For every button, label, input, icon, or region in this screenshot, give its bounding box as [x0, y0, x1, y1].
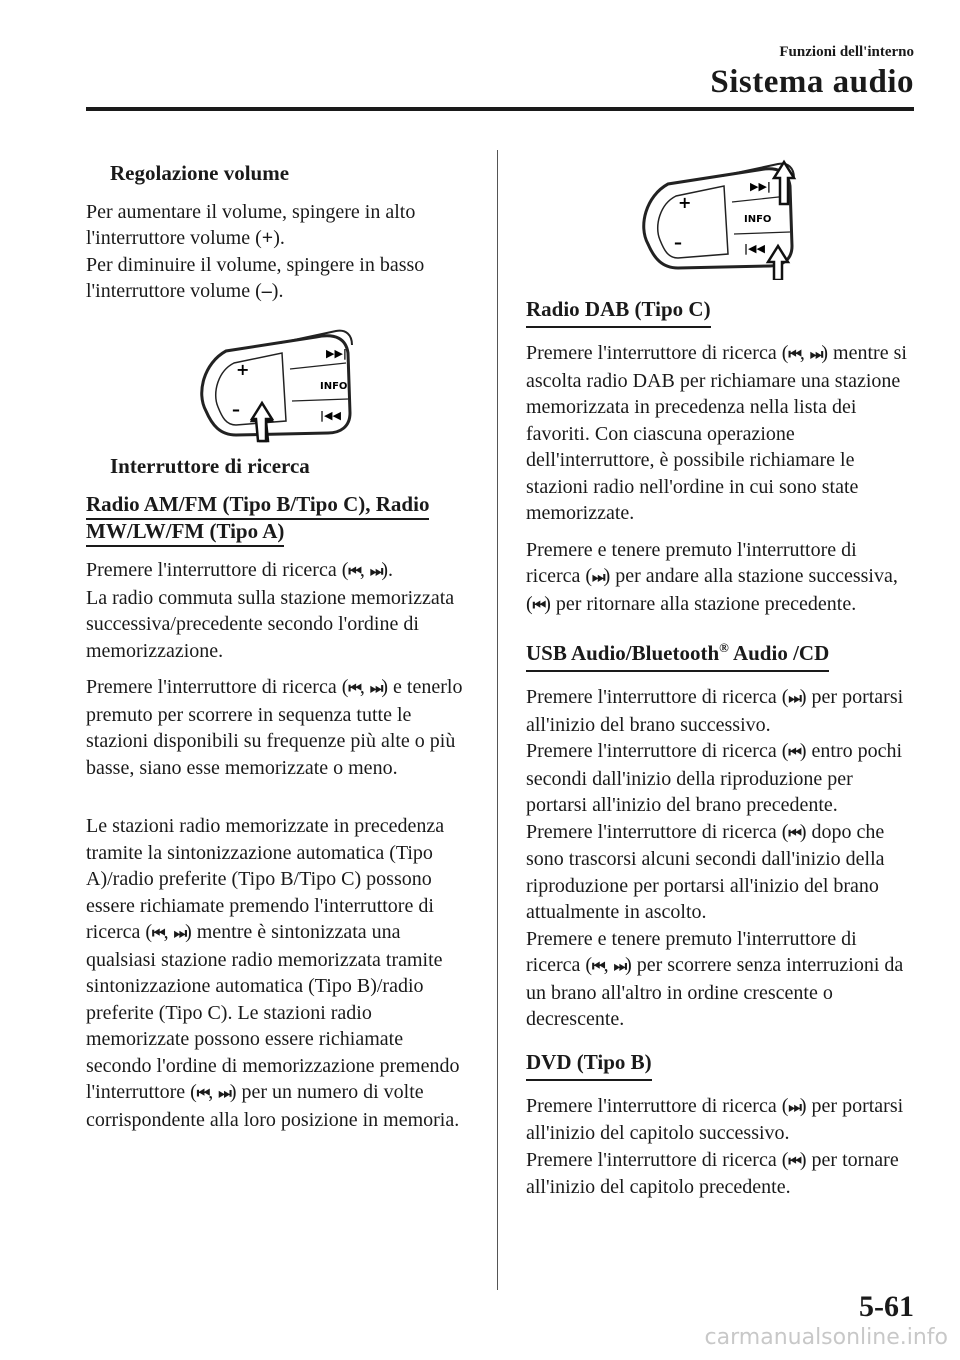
minus-icon: –	[261, 280, 272, 302]
prev-icon: ⏮	[348, 679, 360, 697]
plus-icon: +	[261, 227, 274, 249]
prev-icon: ⏮	[592, 957, 604, 975]
next-icon: ⏭	[218, 1084, 230, 1102]
radio-paragraph-1: Premere l'interruttore di ricerca (⏮, ⏭). La radio commuta sulla stazione memorizzata successiva/precedente secondo l'ordine di memorizzazione.	[86, 559, 455, 662]
steering-switch-volume-figure	[86, 315, 471, 445]
page-number: 5-61	[859, 1290, 914, 1323]
dab-heading: Radio DAB (Tipo C)	[526, 296, 711, 328]
watermark: carmanualsonline.info	[704, 1325, 948, 1350]
prev-icon: ⏮	[788, 823, 800, 842]
usb-heading: USB Audio/Bluetooth® Audio /CD	[526, 634, 829, 672]
page-title: Sistema audio	[710, 64, 914, 100]
svg-text:▶▶|: ▶▶|	[750, 180, 771, 193]
section-name: Funzioni dell'interno	[779, 44, 914, 60]
usb-paragraph-1: Premere l'interruttore di ricerca (⏭) per portarsi all'inizio del brano successivo. Premere l'interruttore di ricerca (⏮) entro pochi secondi dall'inizio della riproduzione per portarsi all'inizio del brano precedente. Premere l'interruttore di ricerca (⏮) dopo che sono trascorsi alcuni secondi dall'inizio della riproduzione per portarsi all'inizio del brano attualmente in ascolto. Premere e tenere premuto l'interruttore di ricerca (⏮, ⏭) per scorrere senza interruzioni da un brano all'altro in ordine crescente o decrescente.	[526, 686, 904, 1030]
svg-text:INFO: INFO	[744, 214, 772, 225]
next-icon: ⏭	[788, 689, 800, 707]
next-icon: ⏭	[809, 345, 822, 363]
svg-text:INFO: INFO	[320, 380, 348, 392]
dab-paragraph-1: Premere l'interruttore di ricerca (⏮, ⏭) mentre si ascolta radio DAB per richiamare una stazione memorizzata in precedenza nella lista dei favoriti. Con ciascuna operazione dell'interruttore, è possibile richiamare le stazioni radio nell'ordine in cui sono state memorizzate.	[526, 342, 907, 524]
prev-icon: ⏮	[532, 595, 545, 614]
volume-up-text: Per aumentare il volume, spingere in alto l'interruttore volume (+). Per diminuire il volume, spingere in basso l'interruttore volume (–).	[86, 200, 425, 302]
right-column	[526, 150, 911, 1211]
svg-text:+: +	[236, 359, 250, 379]
radio-heading: Radio AM/FM (Tipo B/Tipo C), Radio MW/LW/FM (Tipo A)	[86, 491, 471, 545]
prev-icon: ⏮	[196, 1084, 209, 1102]
dvd-paragraph: Premere l'interruttore di ricerca (⏭) per portarsi all'inizio del capitolo successivo. Premere l'interruttore di ricerca (⏮) per tornare all'inizio del capitolo precedente.	[526, 1094, 904, 1198]
svg-text:▶▶|: ▶▶|	[326, 346, 347, 360]
prev-icon: ⏮	[152, 924, 164, 942]
volume-heading: Regolazione volume	[110, 161, 290, 185]
steering-switch-seek-figure	[526, 150, 911, 280]
column-divider	[497, 150, 498, 1290]
prev-icon: ⏮	[788, 345, 800, 363]
seek-heading: Interruttore di ricerca	[110, 453, 310, 478]
svg-text:+: +	[678, 193, 692, 212]
next-icon: ⏭	[369, 679, 382, 697]
svg-text:–: –	[674, 233, 682, 252]
next-icon: ⏭	[788, 1097, 800, 1116]
left-column	[86, 160, 471, 1143]
prev-icon: ⏮	[788, 743, 800, 761]
svg-text:|◀◀: |◀◀	[744, 242, 765, 255]
radio-paragraph-2: Premere l'interruttore di ricerca (⏮, ⏭) e tenerlo premuto per scorrere in sequenza tutte le stazioni disponibili su frequenze più alte o più basse, siano esse memorizzate o meno.	[86, 676, 463, 779]
radio-paragraph-3: Le stazioni radio memorizzate in precedenza tramite la sintonizzazione automatica (Tipo A)/radio preferite (Tipo B/Tipo C) possono essere richiamate premendo l'interruttore di ricerca (⏮, ⏭) mentre è sintonizzata una qualsiasi stazione radio memorizzata tramite sintonizzazione automatica (Tipo B)/radio preferite (Tipo C). Le stazioni radio memorizzate possono essere richiamate secondo l'ordine di memorizzazione premendo l'interruttore (⏮, ⏭) per un numero di volte corrispondente alla loro posizione in memoria.	[86, 815, 460, 1131]
header-rule	[86, 107, 914, 111]
dab-paragraph-2: Premere e tenere premuto l'interruttore di ricerca (⏭) per andare alla stazione successiva, (⏮) per ritornare alla stazione precedente.	[526, 538, 898, 615]
dvd-heading: DVD (Tipo B)	[526, 1049, 652, 1081]
svg-text:|◀◀: |◀◀	[320, 408, 341, 422]
svg-text:–: –	[232, 399, 240, 419]
next-icon: ⏭	[613, 957, 626, 975]
next-icon: ⏭	[369, 562, 382, 580]
next-icon: ⏭	[592, 568, 604, 586]
prev-icon: ⏮	[788, 1151, 800, 1170]
next-icon: ⏭	[173, 924, 186, 942]
prev-icon: ⏮	[348, 562, 360, 580]
